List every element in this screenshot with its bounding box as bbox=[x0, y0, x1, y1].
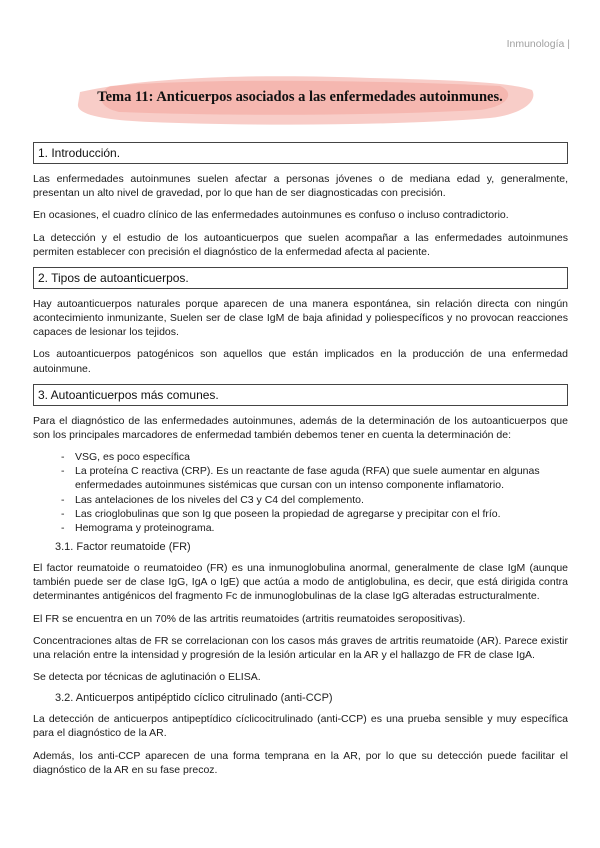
paragraph: Hay autoanticuerpos naturales porque aparecen de una manera espontánea, sin relación directa con ningún acontecimiento inmunizante, Suelen ser de clase IgM de baja afinidad y poliespecíficos y no provocan reacciones capaces de lesionar los tejidos. bbox=[33, 297, 568, 339]
paragraph: Los autoanticuerpos patogénicos son aquellos que están implicados en la producción de una enfermedad autoinmune. bbox=[33, 348, 568, 375]
list-item: - VSG, es poco específica bbox=[61, 450, 568, 464]
list-item: - Las crioglobulinas que son Ig que poseen la propiedad de agregarse y precipitar con el frío. bbox=[61, 507, 568, 521]
paragraph: Se detecta por técnicas de aglutinación o ELISA. bbox=[33, 671, 261, 684]
section-heading-introduccion: 1. Introducción. bbox=[33, 142, 568, 164]
paragraph: Además, los anti-CCP aparecen de una forma temprana en la AR, por lo que su detección puede facilitar el diagnóstico de la AR en su fase precoz. bbox=[33, 749, 568, 776]
paragraph: El factor reumatoide o reumatoideo (FR) es una inmunoglobulina anormal, generalmente de clase IgM (aunque también puede ser de clase IgG, IgA o IgE) que actúa a modo de antiglobulina, es decir, que está dirigida contra determinantes antigénicos del fragmento Fc de inmunoglobulinas de la clase IgG alteradas estructuralmente. bbox=[33, 562, 568, 603]
paragraph: La detección y el estudio de los autoanticuerpos que suelen acompañar a las enfermedades autoinmunes permiten establecer con precisión el diagnóstico de la enfermedad afecta al paciente. bbox=[33, 231, 568, 258]
list-item: - La proteína C reactiva (CRP). Es un reactante de fase aguda (RFA) que suele aumentar en algunas enfermedades autoinmunes sistémicas que cursan con un intenso componente inflamatorio. bbox=[61, 464, 568, 492]
paragraph: Para el diagnóstico de las enfermedades autoinmunes, además de la determinación de los autoanticuerpos que son los principales marcadores de enfermedad también debemos tener en cuenta la determinación de: bbox=[33, 414, 568, 441]
section-heading-tipos: 2. Tipos de autoanticuerpos. bbox=[33, 267, 568, 289]
page-title: Tema 11: Anticuerpos asociados a las enfermedades autoinmunes. bbox=[97, 89, 503, 105]
paragraph: Las enfermedades autoinmunes suelen afectar a personas jóvenes o de mediana edad y, generalmente, presentan un alto nivel de gravedad, por lo que han de ser diagnosticadas con precisión. bbox=[33, 173, 568, 200]
paragraph: En ocasiones, el cuadro clínico de las enfermedades autoinmunes es confuso o incluso contradictorio. bbox=[33, 209, 509, 222]
section-heading-comunes: 3. Autoanticuerpos más comunes. bbox=[33, 384, 568, 406]
subsection-heading-anti-ccp: 3.2. Anticuerpos antipéptido cíclico citrulinado (anti-CCP) bbox=[55, 692, 333, 705]
paragraph: El FR se encuentra en un 70% de las artritis reumatoides (artritis reumatoides seropositivas). bbox=[33, 612, 466, 625]
paragraph: Concentraciones altas de FR se correlacionan con los casos más graves de artritis reumatoide (AR). Parece existir una relación entre la intensidad y progresión de la lesión articular en la AR y el hallazgo de FR de clase IgA. bbox=[33, 634, 568, 661]
header-subject: Inmunología | bbox=[506, 38, 570, 50]
document-body bbox=[33, 142, 568, 785]
bullet-list bbox=[33, 450, 568, 535]
paragraph: La detección de anticuerpos antipeptídico cíclicocitrulinado (anti-CCP) es una prueba sensible y muy específica para el diagnóstico de la AR. bbox=[33, 713, 568, 740]
subsection-heading-fr: 3.1. Factor reumatoide (FR) bbox=[55, 541, 191, 554]
list-item: - Las antelaciones de los niveles del C3 y C4 del complemento. bbox=[61, 493, 568, 507]
list-item: - Hemograma y proteinograma. bbox=[61, 521, 568, 535]
